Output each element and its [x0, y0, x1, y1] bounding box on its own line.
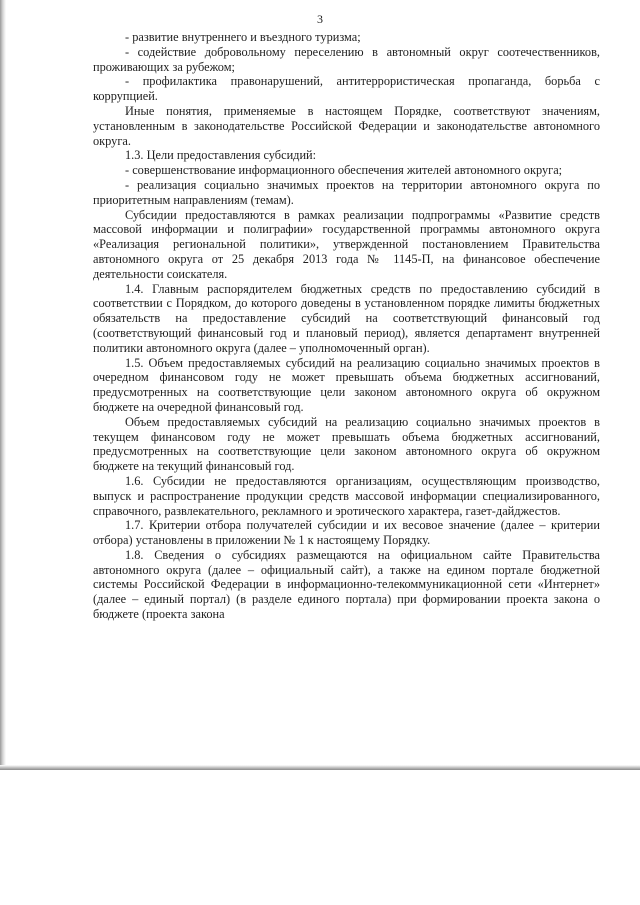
list-item-prevention: - профилактика правонарушений, антитеррористическая пропаганда, борьба с коррупцией.	[93, 74, 600, 104]
section-heading-1-3: 1.3. Цели предоставления субсидий:	[125, 148, 317, 163]
page-number: 3	[317, 12, 323, 26]
paragraph-1-4: 1.4. Главным распорядителем бюджетных средств по предоставлению субсидий в соответствии с Порядком, до которого доведены в установленном порядке лимиты бюджетных обязательств на предоставление субсидий на соответствующий финансовый год (соответствующий финансовый год и плановый период), является департамент внутренней политики автономного округа (далее – уполномоченный орган).	[93, 281, 600, 355]
paragraph-subsidies-subprogram: Субсидии предоставляются в рамках реализации подпрограммы «Развитие средств массовой информации и полиграфии» государственной программы автономного округа «Реализация региональной политики», утвержденной постановлением Правительства автономного округа от 25 декабря 2013 года № 1145-П, на финансовое обеспечение деятельности соискателя.	[93, 207, 600, 281]
paragraph-1-8: 1.8. Сведения о субсидиях размещаются на официальном сайте Правительства автономного округа (далее – официальный сайт), а также на едином портале бюджетной системы Российской Федерации в информационно-телекоммуникационной сети «Интернет» (далее – единый портал) (в разделе единого портала) при формировании проекта закона о бюджете (проекта закона	[93, 547, 600, 622]
document-body	[93, 30, 600, 622]
list-item-tourism: - развитие внутреннего и въездного туризма;	[125, 30, 361, 44]
paragraph-current-year-volume: Объем предоставляемых субсидий на реализацию социально значимых проектов в текущем финансовом году не может превышать объема бюджетных ассигнований, предусмотренных на соответствующие цели законом автономного округа об окружном бюджете на текущий финансовый год.	[93, 414, 600, 474]
paragraph-1-6: 1.6. Субсидии не предоставляются организациям, осуществляющим производство, выпуск и распространение продукции средств массовой информации специализированного, справочного, развлекательного, рекламного и эротического характера, газет-дайджестов.	[93, 473, 600, 518]
paragraph-concepts: Иные понятия, применяемые в настоящем Порядке, соответствуют значениям, установленным в законодательстве Российской Федерации и законодательстве автономного округа.	[93, 103, 600, 148]
list-item-information: - совершенствование информационного обеспечения жителей автономного округа;	[125, 163, 563, 178]
paragraph-1-5: 1.5. Объем предоставляемых субсидий на реализацию социально значимых проектов в очередном финансовом году не может превышать объема бюджетных ассигнований, предусмотренных на соответствующие цели законом автономного округа об окружном бюджете на очередной финансовый год.	[93, 355, 600, 414]
list-item-projects: - реализация социально значимых проектов на территории автономного округа по приоритетным направлениям (темам).	[93, 177, 600, 207]
blank-area	[0, 770, 640, 905]
scan-shadow-left	[0, 0, 6, 770]
list-item-resettlement: - содействие добровольному переселению в автономный округ соотечественников, проживающих за рубежом;	[93, 44, 600, 74]
paragraph-1-7: 1.7. Критерии отбора получателей субсидии и их весовое значение (далее – критерии отбора) установлены в приложении № 1 к настоящему Порядку.	[93, 518, 600, 548]
